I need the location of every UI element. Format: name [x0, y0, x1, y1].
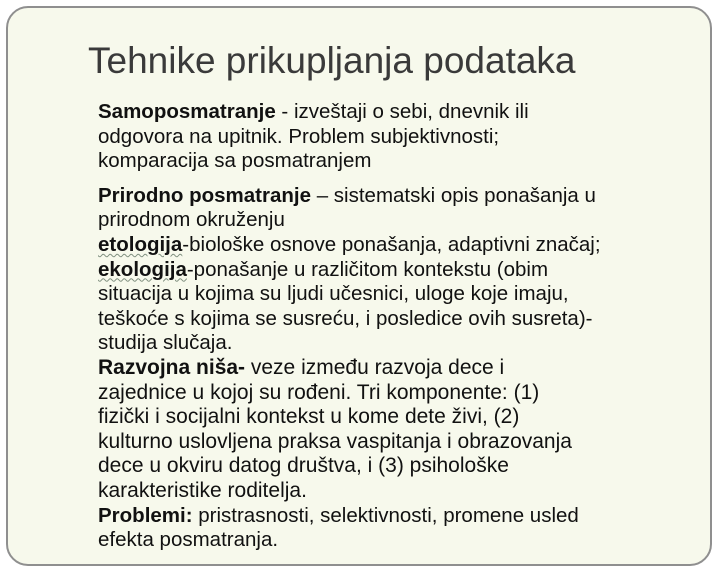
- term-ekologija: ekologija: [98, 257, 187, 281]
- ekologija-line: [80, 258, 700, 283]
- text-line: karakteristike roditelja.: [98, 478, 307, 502]
- term-etologija: etologija: [98, 232, 183, 256]
- text-line: komparacija sa posmatranjem: [98, 149, 372, 173]
- text-line: prirodnom okruženju: [98, 208, 285, 232]
- text-line: pristrasnosti, selektivnosti, promene usled: [192, 503, 579, 527]
- text-line: - izveštaji o sebi, dnevnik ili: [275, 100, 529, 123]
- niche-heading-line: [80, 356, 700, 381]
- text-line: studija slučaja.: [98, 331, 233, 355]
- term-prirodno-posmatranje: Prirodno posmatranje: [98, 183, 312, 207]
- text-line: situacija u kojima su ljudi učesnici, uloge koje imaju,: [98, 282, 569, 306]
- term-problemi: Problemi:: [98, 503, 193, 527]
- text-line: -biološke osnove ponašanja, adaptivni značaj;: [182, 232, 601, 256]
- bullet-samoposmatranje: [80, 100, 700, 125]
- slide-frame: [6, 6, 712, 566]
- text-line: – sistematski opis ponašanja u: [311, 183, 596, 207]
- text-line: -ponašanje u različitom kontekstu (obim: [186, 257, 549, 281]
- text-line: dece u okviru datog društva, i (3) psihološke: [98, 454, 509, 478]
- etologija-line: [80, 233, 700, 258]
- term-razvojna-nisa: Razvojna niša-: [98, 355, 246, 379]
- text-line: odgovora na upitnik. Problem subjektivnosti;: [98, 124, 500, 148]
- slide-body: [80, 100, 700, 553]
- text-line: zajednice u kojoj su rođeni. Tri komponente: (1): [98, 380, 540, 404]
- slide-title: Tehnike prikupljanja podataka: [88, 40, 576, 81]
- problems-line: [80, 504, 700, 529]
- text-line: veze između razvoja dece i: [245, 355, 505, 379]
- term-samoposmatranje: Samoposmatranje: [98, 100, 276, 123]
- text-line: kulturno uslovljena praksa vaspitanja i obrazovanja: [98, 429, 572, 453]
- text-line: teškoće s kojima se susreću, i posledice ovih susreta)-: [98, 306, 593, 330]
- text-line: efekta posmatranja.: [98, 528, 279, 552]
- bullet-prirodno-posmatranje: [80, 184, 700, 209]
- text-line: fizički i socijalni kontekst u kome dete živi, (2): [98, 405, 520, 429]
